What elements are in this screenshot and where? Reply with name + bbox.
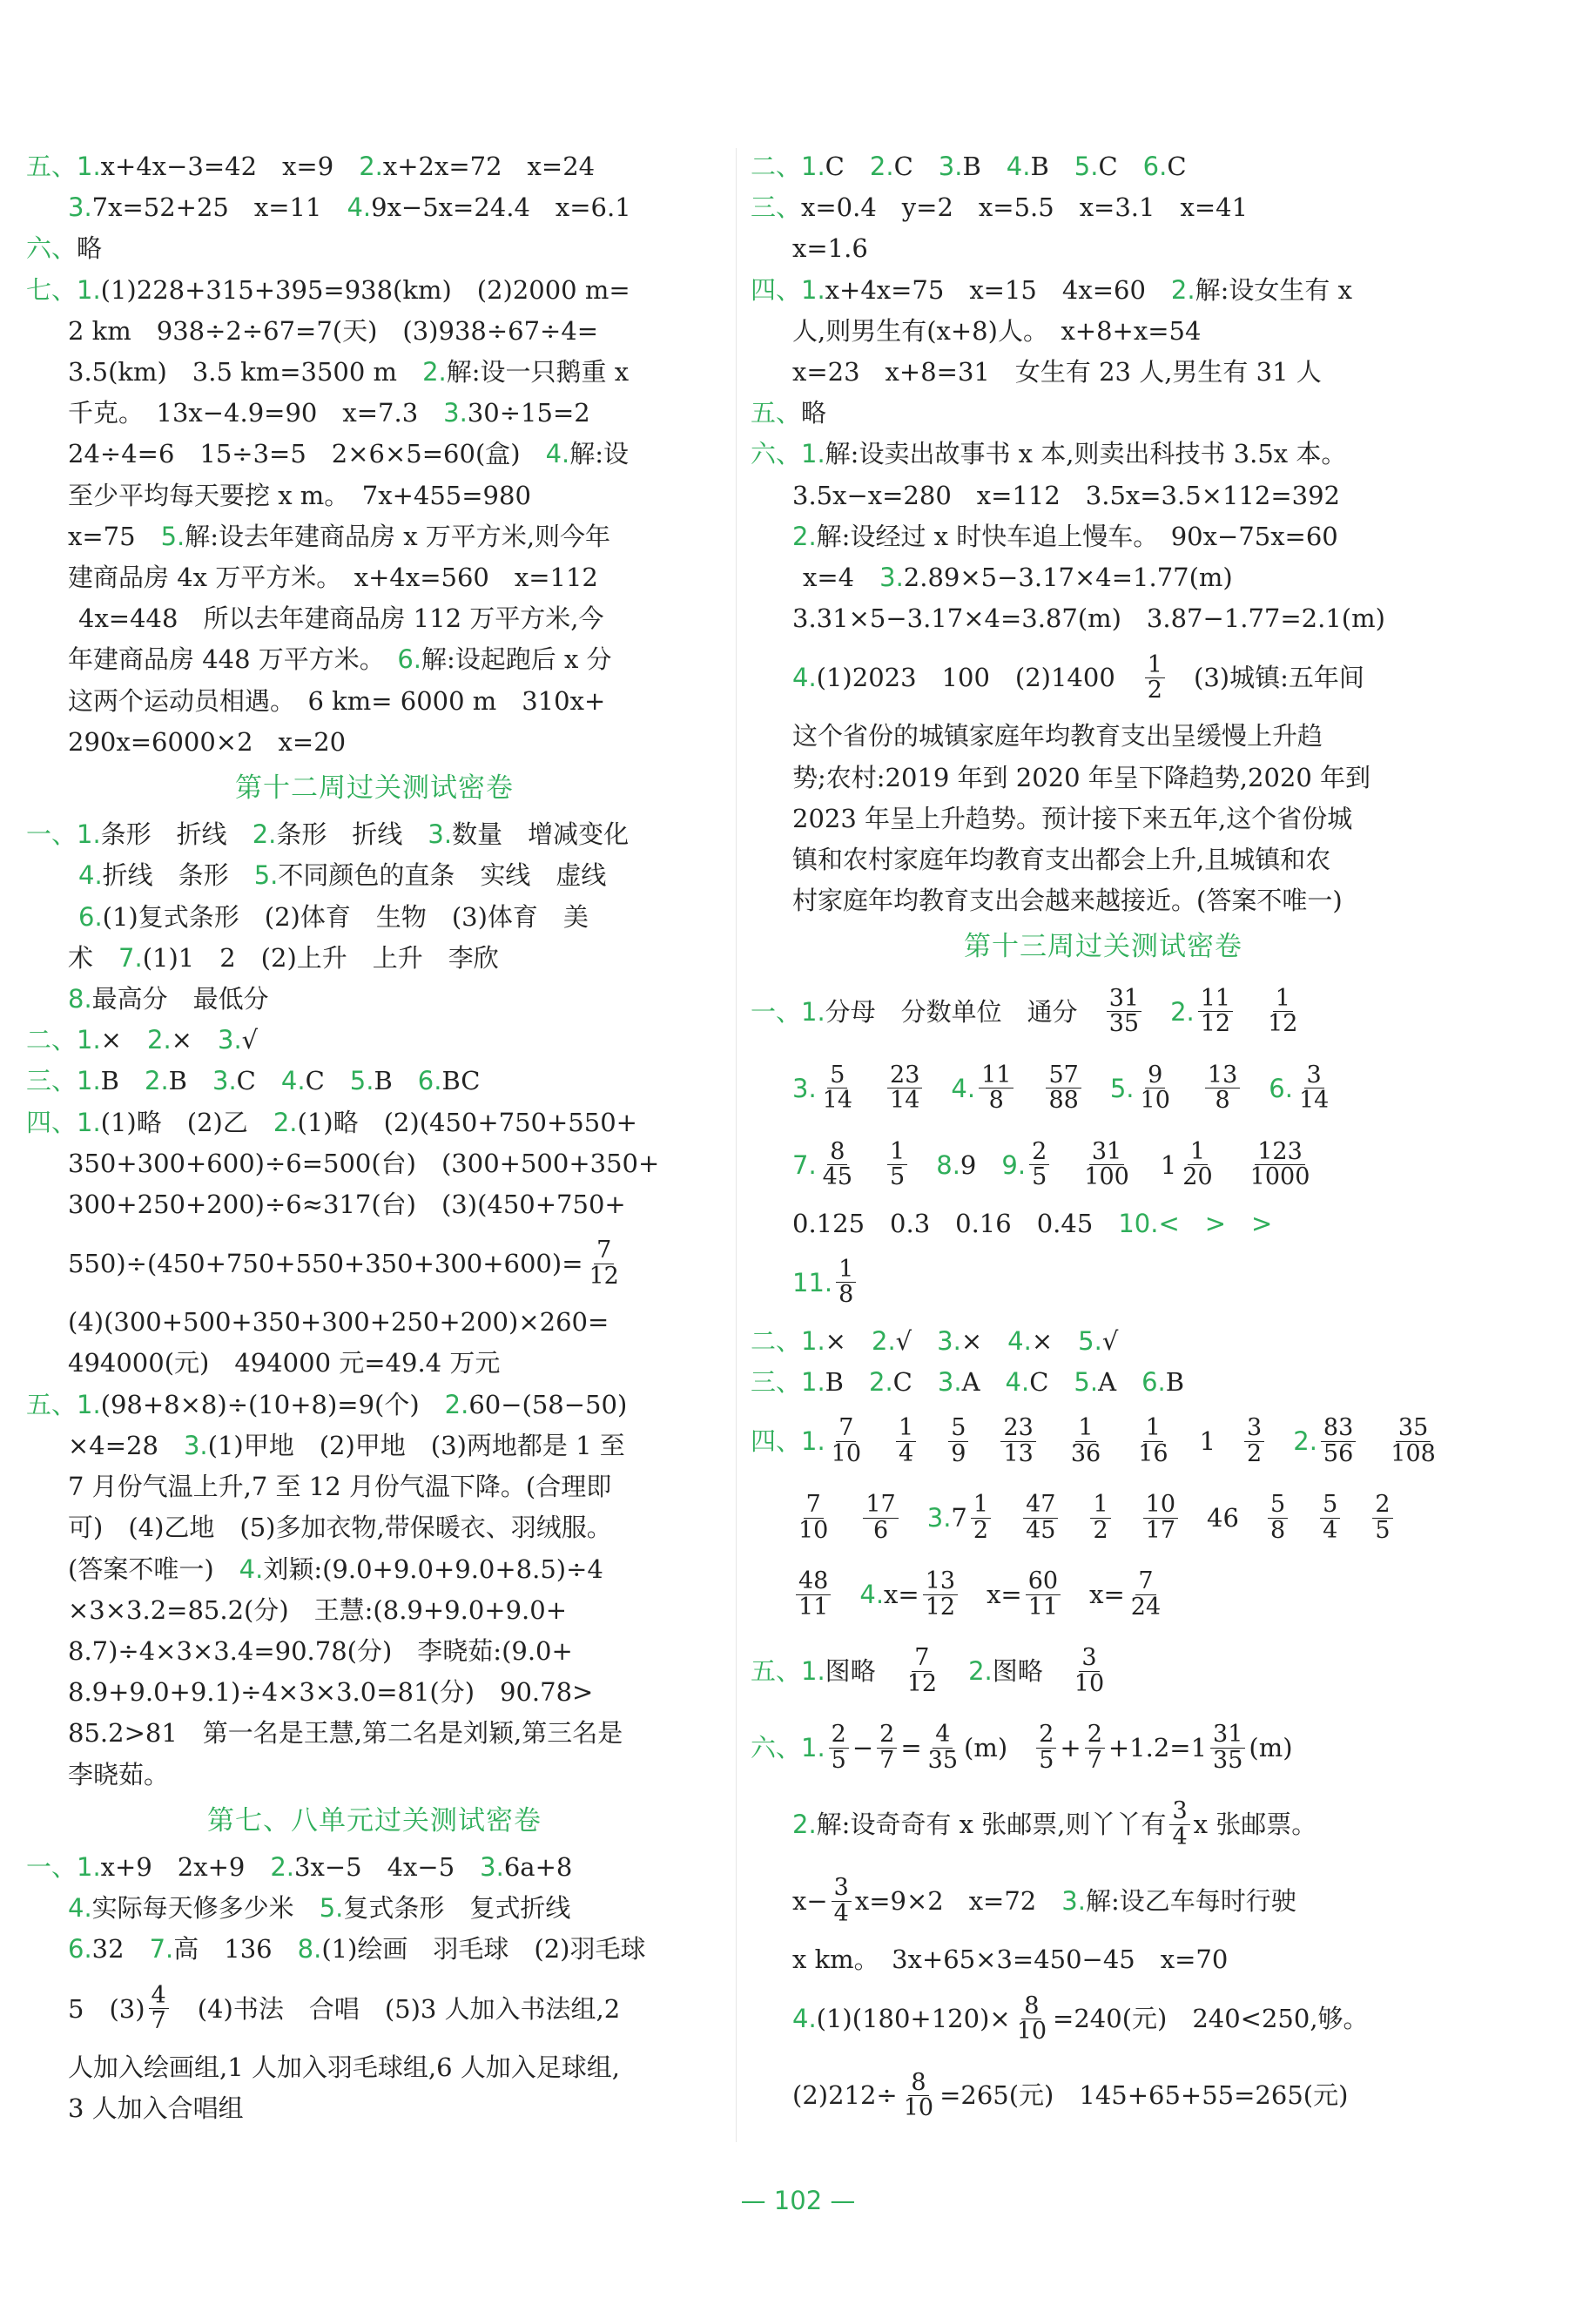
fraction: $\frac{9}{10}$ (1140, 1061, 1170, 1115)
answer-line: 3.5(km) 3.5 km=3500 m 2.解:设一只鹅重 x (68, 357, 630, 388)
answer-line: 4.(1)(180+120)× $\frac{8}{10}$ =240(元) 240<250,够。 (792, 1992, 1369, 2045)
answer-line: 这两个运动员相遇。 6 km= 6000 m 310x+ (68, 685, 606, 716)
answer-line: 一、1.x+9 2x+9 2.3x−5 4x−5 3.6a+8 (26, 1851, 573, 1882)
answer-line: $\frac{7}{10}$ $\frac{17}{6}$ 3.7 $\frac{1}{2}$ $\frac{47}{45}$ $\frac{1}{2}$ $\frac{10}{17}$ 46 $\frac{5}{8}$ $\frac{5}{4}$ $\frac{2}{5}$ (751, 1479, 1456, 1556)
fraction: $\frac{3}{4}$ (832, 1876, 852, 1926)
answer-line: 一、1.分母 分数单位 通分 $\frac{31}{35}$ 2. $\frac{11}{12}$ $\frac{1}{12}$ (751, 974, 1456, 1050)
fraction: $\frac{7}{12}$ (589, 1237, 619, 1290)
answer-line: 村家庭年均教育支出会越来越接近。(答案不唯一) (792, 886, 1343, 916)
answer-line: 可) (4)乙地 (5)多加衣物,带保暖衣、羽绒服。 (68, 1513, 612, 1543)
fraction: $\frac{83}{56}$ (1321, 1416, 1356, 1466)
fraction: $\frac{5}{9}$ (948, 1416, 968, 1466)
section-title: 第十二周过关测试密卷 (235, 772, 514, 805)
answer-line: 3.7x=52+25 x=11 4.9x−5x=24.4 x=6.1 (68, 192, 631, 223)
answer-line: x=4 3.2.89×5−3.17×4=1.77(m) (803, 563, 1233, 593)
answer-line: 2.解:设奇奇有 x 张邮票,则丫丫有 $\frac{3}{4}$ x 张邮票。 (792, 1797, 1317, 1850)
answer-line: 85.2>81 第一名是王慧,第二名是刘颖,第三名是 (68, 1718, 623, 1749)
answer-line: 4.折线 条形 5.不同颜色的直条 实线 虚线 (78, 860, 607, 891)
fraction: $\frac{1}{8}$ (836, 1257, 856, 1308)
answer-line: $\frac{48}{11}$ 4.x= $\frac{13}{12}$ x= $\frac{60}{11}$ x= $\frac{7}{24}$ (751, 1556, 1456, 1633)
fraction: $\frac{47}{45}$ (1023, 1493, 1058, 1543)
fraction: $\frac{23}{13}$ (1000, 1416, 1035, 1466)
fraction: $\frac{23}{14}$ (887, 1063, 922, 1114)
answer-line: 术 7.(1)1 2 (2)上升 上升 李欣 (68, 942, 499, 973)
answer-line: 四、1. $\frac{7}{10}$ $\frac{1}{4}$ $\frac{5}{9}$ $\frac{23}{13}$ $\frac{1}{36}$ $\frac{1}{16}$ 1 $\frac{3}{2}$ 2. $\frac{83}{56}$ $\frac{35}{108}$ (751, 1403, 1456, 1479)
answer-line: 七、1.(1)228+315+395=938(km) (2)2000 m= (26, 274, 630, 305)
fraction: $\frac{2}{7}$ (877, 1722, 897, 1773)
column-divider (736, 148, 737, 2142)
answer-line: 3. $\frac{5}{14}$ $\frac{23}{14}$ 4. $\frac{11}{8}$ $\frac{57}{88}$ 5. $\frac{9}{10}$ $\frac{13}{8}$ 6. $\frac{3}{14}$ (751, 1050, 1456, 1127)
answer-line: 6.32 7.高 136 8.(1)绘画 羽毛球 (2)羽毛球 (68, 1934, 646, 1965)
answer-line: 四、1.(1)略 (2)乙 2.(1)略 (2)(450+750+550+ (26, 1107, 637, 1137)
answer-line: 三、1.B 2.B 3.C 4.C 5.B 6.BC (26, 1066, 481, 1096)
answer-line: 三、1.B 2.C 3.A 4.C 5.A 6.B (751, 1367, 1185, 1398)
answer-line: 五、1.(98+8×8)÷(10+8)=9(个) 2.60−(58−50) (26, 1389, 628, 1419)
fraction: $\frac{8}{10}$ (1016, 1992, 1047, 2045)
fraction: $\frac{2}{5}$ (1372, 1493, 1392, 1543)
answer-line: ×4=28 3.(1)甲地 (2)甲地 (3)两地都是 1 至 (68, 1430, 625, 1460)
answer-line: 350+300+600)÷6=500(台) (300+500+350+ (68, 1148, 660, 1178)
answer-line: 六、1.解:设卖出故事书 x 本,则卖出科技书 3.5x 本。 (751, 439, 1347, 469)
answer-line: 2.解:设经过 x 时快车追上慢车。 90x−75x=60 (792, 521, 1338, 551)
answer-line: 势;农村:2019 年到 2020 年呈下降趋势,2020 年到 (792, 762, 1371, 792)
answer-line: 3.31×5−3.17×4=3.87(m) 3.87−1.77=2.1(m) (792, 603, 1385, 634)
answer-line: 千克。 13x−4.9=90 x=7.3 3.30÷15=2 (68, 398, 590, 428)
answer-line: 3.5x−x=280 x=112 3.5x=3.5×112=392 (792, 480, 1340, 510)
fraction: $\frac{1}{36}$ (1070, 1414, 1101, 1467)
answer-line: 镇和农村家庭年均教育支出都会上升,且城镇和农 (792, 845, 1331, 875)
answer-line: 300+250+200)÷6≈317(台) (3)(450+750+ (68, 1190, 626, 1220)
answer-line: 4.(1)2023 100 (2)1400 $\frac{1}{2}$ (3)城镇:五年间 (792, 650, 1364, 704)
answer-line: (答案不唯一) 4.刘颖:(9.0+9.0+9.0+8.5)÷4 (68, 1554, 603, 1584)
answer-line: 3 人加入合唱组 (68, 2093, 244, 2123)
fraction: $\frac{1}{20}$ (1182, 1137, 1213, 1191)
fraction: $\frac{13}{12}$ (923, 1569, 958, 1620)
answer-line: (2)212÷ $\frac{8}{10}$ =265(元) 145+65+55=265(元) (792, 2068, 1349, 2121)
fraction: $\frac{8}{10}$ (903, 2068, 934, 2121)
fraction: $\frac{35}{108}$ (1391, 1414, 1436, 1467)
answer-line: 二、1.× 2.× 3.√ (26, 1025, 259, 1055)
answer-line: x=23 x+8=31 女生有 23 人,男生有 31 人 (792, 357, 1322, 388)
answer-line: 至少平均每天要挖 x m。 7x+455=980 (68, 480, 531, 510)
answer-line: 7. $\frac{8}{45}$ $\frac{1}{5}$ 8.9 9. $\frac{2}{5}$ $\frac{31}{100}$ 1 $\frac{1}{20}$ $\frac{123}{1000}$ (751, 1127, 1456, 1203)
fraction: $\frac{7}{10}$ (831, 1414, 862, 1467)
fraction: $\frac{11}{8}$ (979, 1063, 1013, 1114)
fraction: $\frac{13}{8}$ (1205, 1063, 1240, 1114)
left-column (26, 146, 723, 2129)
page-number: — 102 — (740, 2186, 856, 2215)
answer-line: 二、1.× 2.√ 3.× 4.× 5.√ (751, 1325, 1119, 1356)
fraction: $\frac{5}{8}$ (1268, 1493, 1288, 1543)
answer-line: 人加入绘画组,1 人加入羽毛球组,6 人加入足球组, (68, 2052, 620, 2082)
fraction: $\frac{7}{10}$ (798, 1491, 829, 1544)
fraction: $\frac{10}{17}$ (1143, 1493, 1178, 1543)
fraction: $\frac{48}{11}$ (796, 1569, 831, 1620)
fraction: $\frac{3}{14}$ (1298, 1061, 1330, 1115)
answer-line: 0.125 0.3 0.16 0.45 10.< > > (792, 1208, 1273, 1238)
fraction: $\frac{1}{2}$ (1145, 653, 1165, 704)
answer-line: x=1.6 (792, 233, 868, 264)
answer-line: x km。 3x+65×3=450−45 x=70 (792, 1944, 1229, 1975)
fraction: $\frac{2}{5}$ (829, 1722, 849, 1773)
fraction: $\frac{31}{35}$ (1210, 1722, 1245, 1773)
right-column (751, 146, 1456, 2133)
fraction: $\frac{8}{45}$ (822, 1137, 853, 1191)
fraction: $\frac{4}{35}$ (927, 1721, 959, 1774)
answer-line: 6.(1)复式条形 (2)体育 生物 (3)体育 美 (78, 901, 589, 932)
answer-line: (4)(300+500+350+300+250+200)×260= (68, 1307, 609, 1338)
answer-line: 8.9+9.0+9.1)÷4×3×3.0=81(分) 90.78> (68, 1677, 594, 1708)
fraction: $\frac{1}{16}$ (1138, 1414, 1168, 1467)
fraction: $\frac{3}{4}$ (1169, 1799, 1189, 1850)
answer-line: 8.7)÷4×3×3.4=90.78(分) 李晓茹:(9.0+ (68, 1635, 573, 1666)
fraction: $\frac{31}{35}$ (1107, 987, 1141, 1037)
answer-line: 这个省份的城镇家庭年均教育支出呈缓慢上升趋 (792, 721, 1323, 751)
fraction: $\frac{60}{11}$ (1026, 1569, 1061, 1620)
answer-line: 人,则男生有(x+8)人。 x+8+x=54 (792, 315, 1202, 346)
fraction: $\frac{3}{10}$ (1074, 1644, 1105, 1697)
answer-line: 年建商品房 448 万平方米。 6.解:设起跑后 x 分 (68, 644, 612, 675)
fraction: $\frac{2}{5}$ (1036, 1722, 1056, 1773)
answer-line: 8.最高分 最低分 (68, 984, 269, 1014)
answer-line: 四、1.x+4x=75 x=15 4x=60 2.解:设女生有 x (751, 274, 1352, 305)
fraction: $\frac{2}{7}$ (1085, 1722, 1105, 1773)
fraction: $\frac{17}{6}$ (863, 1493, 898, 1543)
answer-line: x=75 5.解:设去年建商品房 x 万平方米,则今年 (68, 521, 611, 551)
answer-line: 4x=448 所以去年建商品房 112 万平方米,今 (78, 603, 604, 634)
answer-line: 六、1. $\frac{2}{5}$ − $\frac{2}{7}$ = $\frac{4}{35}$ (m) $\frac{2}{5}$ + $\frac{2}{7}$ +1.2=1 $\frac{31}{35}$ (m) (751, 1721, 1293, 1774)
fraction: $\frac{1}{2}$ (1090, 1493, 1110, 1543)
answer-line: 三、x=0.4 y=2 x=5.5 x=3.1 x=41 (751, 192, 1249, 223)
fraction: $\frac{3}{2}$ (1244, 1416, 1264, 1466)
answer-line: 550)÷(450+750+550+350+300+600)= $\frac{7}{12}$ (26, 1225, 723, 1302)
answer-line: ×3×3.2=85.2(分) 王慧:(8.9+9.0+9.0+ (68, 1594, 568, 1625)
answer-line: 7 月份气温上升,7 至 12 月份气温下降。(合理即 (68, 1472, 612, 1502)
answer-line: 建商品房 4x 万平方米。 x+4x=560 x=112 (68, 563, 598, 593)
answer-line: x− $\frac{3}{4}$ x=9×2 x=72 3.解:设乙车每时行驶 (792, 1874, 1296, 1927)
answer-line: 494000(元) 494000 元=49.4 万元 (68, 1348, 501, 1378)
fraction: $\frac{57}{88}$ (1046, 1063, 1081, 1114)
fraction: $\frac{2}{5}$ (1029, 1140, 1049, 1190)
answer-line: 五、略 (751, 398, 827, 428)
answer-line: 24÷4=6 15÷3=5 2×6×5=60(盒) 4.解:设 (68, 439, 630, 469)
fraction: $\frac{11}{12}$ (1198, 987, 1233, 1037)
fraction: $\frac{1}{2}$ (971, 1493, 991, 1543)
answer-line: 二、1.C 2.C 3.B 4.B 5.C 6.C (751, 152, 1187, 181)
answer-line: 六、略 (26, 233, 103, 264)
fraction: $\frac{4}{7}$ (149, 1984, 169, 2034)
answer-line: 2023 年呈上升趋势。预计接下来五年,这个省份城 (792, 803, 1353, 833)
fraction: $\frac{31}{100}$ (1084, 1137, 1129, 1191)
answer-line: 290x=6000×2 x=20 (68, 726, 347, 757)
fraction: $\frac{1}{4}$ (896, 1416, 916, 1466)
fraction: $\frac{123}{1000}$ (1249, 1137, 1310, 1191)
fraction: $\frac{1}{5}$ (887, 1140, 907, 1190)
answer-line: 五、1.x+4x−3=42 x=9 2.x+2x=72 x=24 (26, 152, 596, 181)
fraction: $\frac{5}{4}$ (1320, 1493, 1340, 1543)
fraction: $\frac{7}{24}$ (1130, 1567, 1162, 1621)
fraction: $\frac{7}{12}$ (906, 1644, 938, 1697)
answer-line: 五、1.图略 $\frac{7}{12}$ 2.图略 $\frac{3}{10}$ (751, 1633, 1456, 1709)
fraction: $\frac{1}{12}$ (1268, 984, 1298, 1038)
section-title: 第十三周过关测试密卷 (964, 931, 1242, 963)
answer-line: 4.实际每天修多少米 5.复式条形 复式折线 (68, 1893, 571, 1924)
answer-line: 5 (3) $\frac{4}{7}$ (4)书法 合唱 (5)3 人加入书法组,2 (68, 1981, 621, 2035)
answer-line: 11. $\frac{1}{8}$ (751, 1244, 1456, 1321)
section-title: 第七、八单元过关测试密卷 (207, 1804, 542, 1837)
answer-line: 2 km 938÷2÷67=7(天) (3)938÷67÷4= (68, 315, 599, 346)
fraction: $\frac{5}{14}$ (822, 1061, 853, 1115)
answer-line: 一、1.条形 折线 2.条形 折线 3.数量 增减变化 (26, 819, 630, 850)
answer-line: 李晓茹。 (68, 1759, 170, 1789)
